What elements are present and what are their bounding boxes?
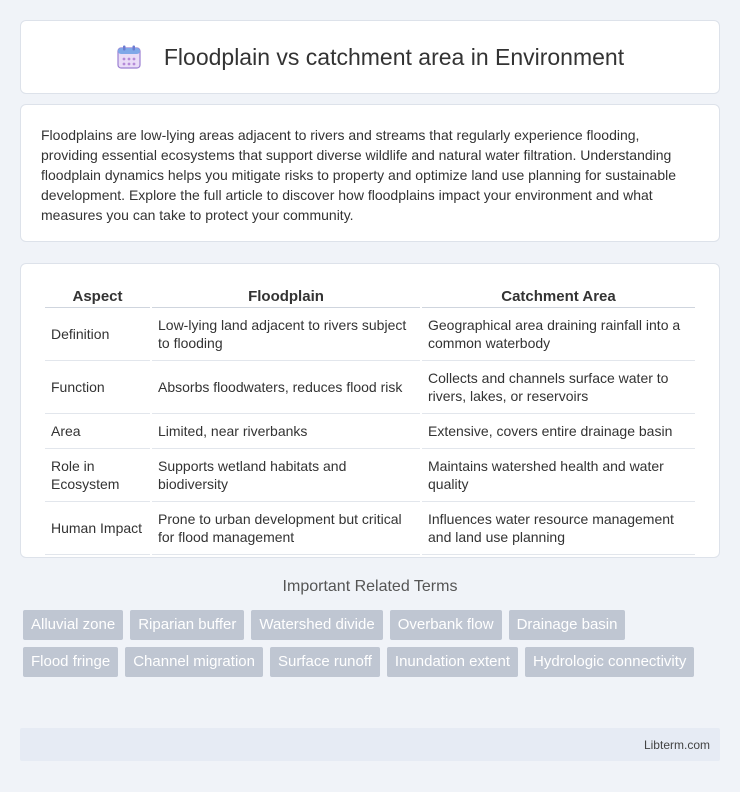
related-terms-title: Important Related Terms	[282, 578, 458, 595]
table-cell: Collects and channels surface water to rivers, lakes, or reservoirs	[422, 361, 695, 414]
table-cell: Definition	[45, 308, 150, 361]
footer-site-link[interactable]: Libterm.com	[643, 737, 710, 752]
table-cell: Limited, near riverbanks	[152, 414, 420, 449]
table-cell: Geographical area draining rainfall into a common waterbody	[422, 308, 695, 361]
header-floodplain: Floodplain	[152, 284, 420, 308]
table-cell: Role in Ecosystem	[45, 449, 150, 502]
tag-surface-runoff[interactable]: Surface runoff	[270, 647, 380, 677]
table-header-row	[45, 284, 695, 308]
table-row	[45, 308, 695, 361]
table-cell: Absorbs floodwaters, reduces flood risk	[152, 361, 420, 414]
table-cell: Maintains watershed health and water quality	[422, 449, 695, 502]
tag-riparian-buffer[interactable]: Riparian buffer	[130, 610, 244, 640]
header-card	[20, 20, 720, 94]
tag-flood-fringe[interactable]: Flood fringe	[23, 647, 118, 677]
tag-hydrologic-connectivity[interactable]: Hydrologic connectivity	[525, 647, 694, 677]
table-row	[45, 502, 695, 555]
related-terms-list	[23, 610, 723, 677]
table-row	[45, 449, 695, 502]
table-cell: Human Impact	[45, 502, 150, 555]
table-cell: Function	[45, 361, 150, 414]
header-catchment-area: Catchment Area	[422, 284, 695, 308]
table-cell: Low-lying land adjacent to rivers subject to flooding	[152, 308, 420, 361]
footer	[20, 728, 720, 761]
table-cell: Supports wetland habitats and biodiversity	[152, 449, 420, 502]
tag-drainage-basin[interactable]: Drainage basin	[509, 610, 626, 640]
table-row	[45, 414, 695, 449]
comparison-table	[43, 284, 697, 555]
tag-channel-migration[interactable]: Channel migration	[125, 647, 263, 677]
tag-watershed-divide[interactable]: Watershed divide	[251, 610, 382, 640]
tag-overbank-flow[interactable]: Overbank flow	[390, 610, 502, 640]
table-cell: Influences water resource management and land use planning	[422, 502, 695, 555]
table-cell: Extensive, covers entire drainage basin	[422, 414, 695, 449]
calendar-icon	[116, 44, 142, 70]
tag-alluvial-zone[interactable]: Alluvial zone	[23, 610, 123, 640]
tag-inundation-extent[interactable]: Inundation extent	[387, 647, 518, 677]
table-cell: Prone to urban development but critical for flood management	[152, 502, 420, 555]
table-cell: Area	[45, 414, 150, 449]
comparison-table-card	[20, 263, 720, 558]
table-row	[45, 361, 695, 414]
header-aspect: Aspect	[45, 284, 150, 308]
intro-text: Floodplains are low-lying areas adjacent to rivers and streams that regularly experience flooding, providing essential ecosystems that support diverse wildlife and natural water filtration. Understanding floodplain dynamics helps you mitigate risks to property and optimize land use planning for sustainable development. Explore the full article to discover how floodplains impact your environment and what measures you can take to protect your community.	[41, 127, 677, 223]
intro-card	[20, 104, 720, 242]
page-title: Floodplain vs catchment area in Environment	[163, 43, 625, 70]
